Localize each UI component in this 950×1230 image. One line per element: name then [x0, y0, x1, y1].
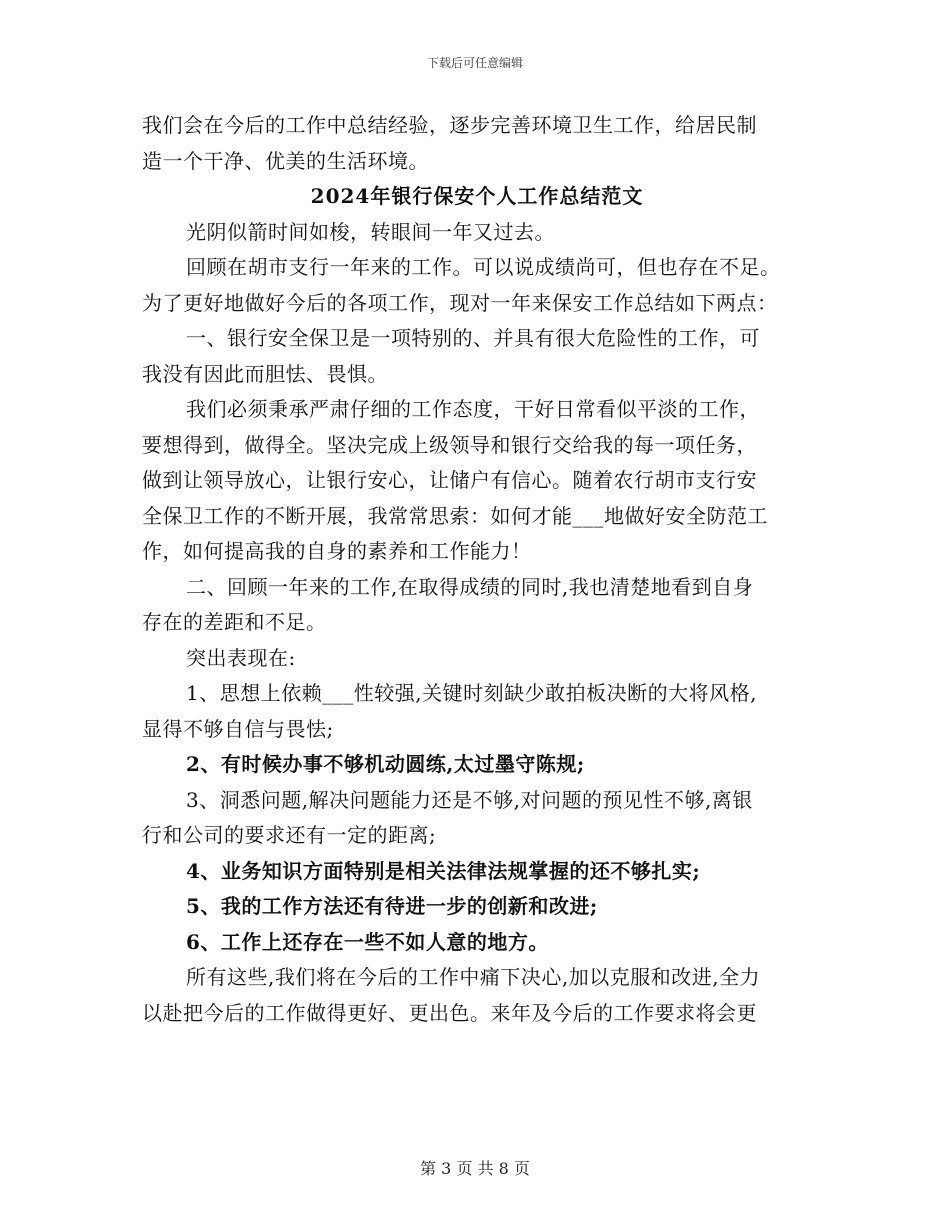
text-line: 我们必须秉承严肃仔细的工作态度，干好日常看似平淡的工作，: [186, 397, 760, 421]
text-line: 突出表现在:: [186, 645, 296, 670]
text-line: 我没有因此而胆怯、畏惧。: [142, 361, 388, 386]
text-line: 3、洞悉问题,解决问题能力还是不够,对问题的预见性不够,离银: [186, 787, 753, 812]
text-line: 2、有时候办事不够机动圆练,太过墨守陈规;: [186, 752, 585, 776]
text-line: 作，如何提高我的自身的素养和工作能力！: [142, 539, 532, 563]
text-line: 二、回顾一年来的工作,在取得成绩的同时,我也清楚地看到自身: [186, 574, 754, 599]
text-line: 为了更好地做好今后的各项工作，现对一年来保安工作总结如下两点：: [142, 290, 778, 315]
text-line: 回顾在胡市支行一年来的工作。可以说成绩尚可，但也存在不足。: [186, 255, 781, 279]
text-line: 做到让领导放心，让银行安心，让储户有信心。随着农行胡市支行安: [142, 468, 757, 492]
text-line: 1、思想上依赖___性较强,关键时刻缺少敢拍板决断的大将风格,: [186, 681, 757, 705]
text-line: 显得不够自信与畏怯;: [142, 716, 334, 741]
document-title: 2024年银行保安个人工作总结范文: [310, 184, 644, 208]
page-number: 第 3 页 共 8 页: [420, 1159, 530, 1178]
text-line: 存在的差距和不足。: [142, 610, 327, 634]
text-line: 一、银行安全保卫是一项特别的、并具有很大危险性的工作，可: [186, 326, 760, 350]
text-line: 4、业务知识方面特别是相关法律法规掌握的还不够扎实;: [186, 858, 701, 883]
text-line: 我们会在今后的工作中总结经验，逐步完善环境卫生工作，给居民制: [142, 113, 757, 137]
text-line: 光阴似箭时间如梭，转眼间一年又过去。: [186, 219, 555, 244]
text-line: 要想得到，做得全。坚决完成上级领导和银行交给我的每一项任务，: [142, 432, 757, 457]
document-body: [142, 108, 812, 1031]
text-line: 5、我的工作方法还有待进一步的创新和改进;: [186, 894, 598, 918]
text-line: 6、工作上还存在一些不如人意的地方。: [186, 929, 549, 954]
text-line: 造一个干净、优美的生活环境。: [142, 148, 429, 173]
text-line: 所有这些,我们将在今后的工作中痛下决心,加以克服和改进,全力: [186, 965, 761, 989]
page-header-note: 下载后可任意编辑: [426, 56, 523, 70]
text-line: 行和公司的要求还有一定的距离;: [142, 823, 437, 847]
text-line: 全保卫工作的不断开展，我常常思索：如何才能___地做好安全防范工: [142, 503, 768, 528]
text-line: 以赴把今后的工作做得更好、更出色。来年及今后的工作要求将会更: [142, 1000, 757, 1025]
